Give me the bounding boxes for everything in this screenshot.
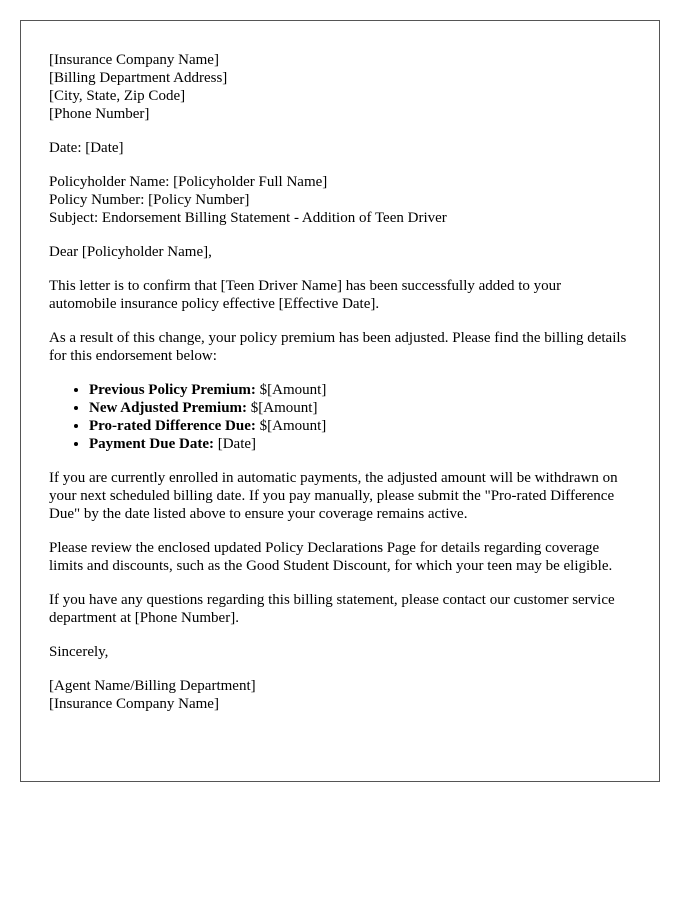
policy-number: Policy Number: [Policy Number] [49, 192, 250, 208]
salutation: Dear [Policyholder Name], [49, 244, 212, 260]
sender-company: [Insurance Company Name] [49, 52, 219, 68]
declarations-paragraph: Please review the enclosed updated Policy Declarations Page for details regarding coverage limits and discounts, such as the Good Student Discount, for which your teen may be eligible. [49, 540, 613, 574]
billing-item-label: New Adjusted Premium: [89, 400, 248, 416]
payments-paragraph: If you are currently enrolled in automatic payments, the adjusted amount will be withdrawn on your next scheduled billing date. If you pay manually, please submit the "Pro-rated Difference Due" by the date listed above to ensure your coverage remains active. [49, 470, 618, 522]
billing-item-value: [Date] [217, 436, 257, 452]
billing-item-label: Previous Policy Premium: [89, 382, 256, 398]
list-item [89, 435, 631, 453]
adjustment-paragraph: As a result of this change, your policy premium has been adjusted. Please find the billing details for this endorsement below: [49, 330, 627, 364]
list-item [89, 417, 631, 435]
billing-item-label: Payment Due Date: [89, 436, 214, 452]
sender-address: [Billing Department Address] [49, 70, 228, 86]
signature-company: [Insurance Company Name] [49, 696, 219, 712]
subject-line: Subject: Endorsement Billing Statement - Addition of Teen Driver [49, 210, 447, 226]
billing-item-value: $[Amount] [259, 418, 327, 434]
list-item [89, 399, 631, 417]
signature-agent: [Agent Name/Billing Department] [49, 678, 256, 694]
signature-block [49, 677, 631, 713]
intro-paragraph: This letter is to confirm that [Teen Driver Name] has been successfully added to your automobile insurance policy effective [Effective Date]. [49, 278, 562, 312]
billing-item-value: $[Amount] [259, 382, 327, 398]
billing-item-value: $[Amount] [250, 400, 318, 416]
closing: Sincerely, [49, 644, 109, 660]
questions-paragraph: If you have any questions regarding this billing statement, please contact our customer service department at [Phone Number]. [49, 592, 615, 626]
billing-item-label: Pro-rated Difference Due: [89, 418, 256, 434]
policyholder-name: Policyholder Name: [Policyholder Full Name] [49, 174, 328, 190]
letter-date: Date: [Date] [49, 140, 124, 156]
billing-details-list [49, 381, 631, 453]
list-item [89, 381, 631, 399]
reference-block [49, 173, 631, 227]
letter-page [20, 20, 660, 782]
sender-address-block [49, 51, 631, 123]
sender-city-state-zip: [City, State, Zip Code] [49, 88, 186, 104]
sender-phone: [Phone Number] [49, 106, 150, 122]
